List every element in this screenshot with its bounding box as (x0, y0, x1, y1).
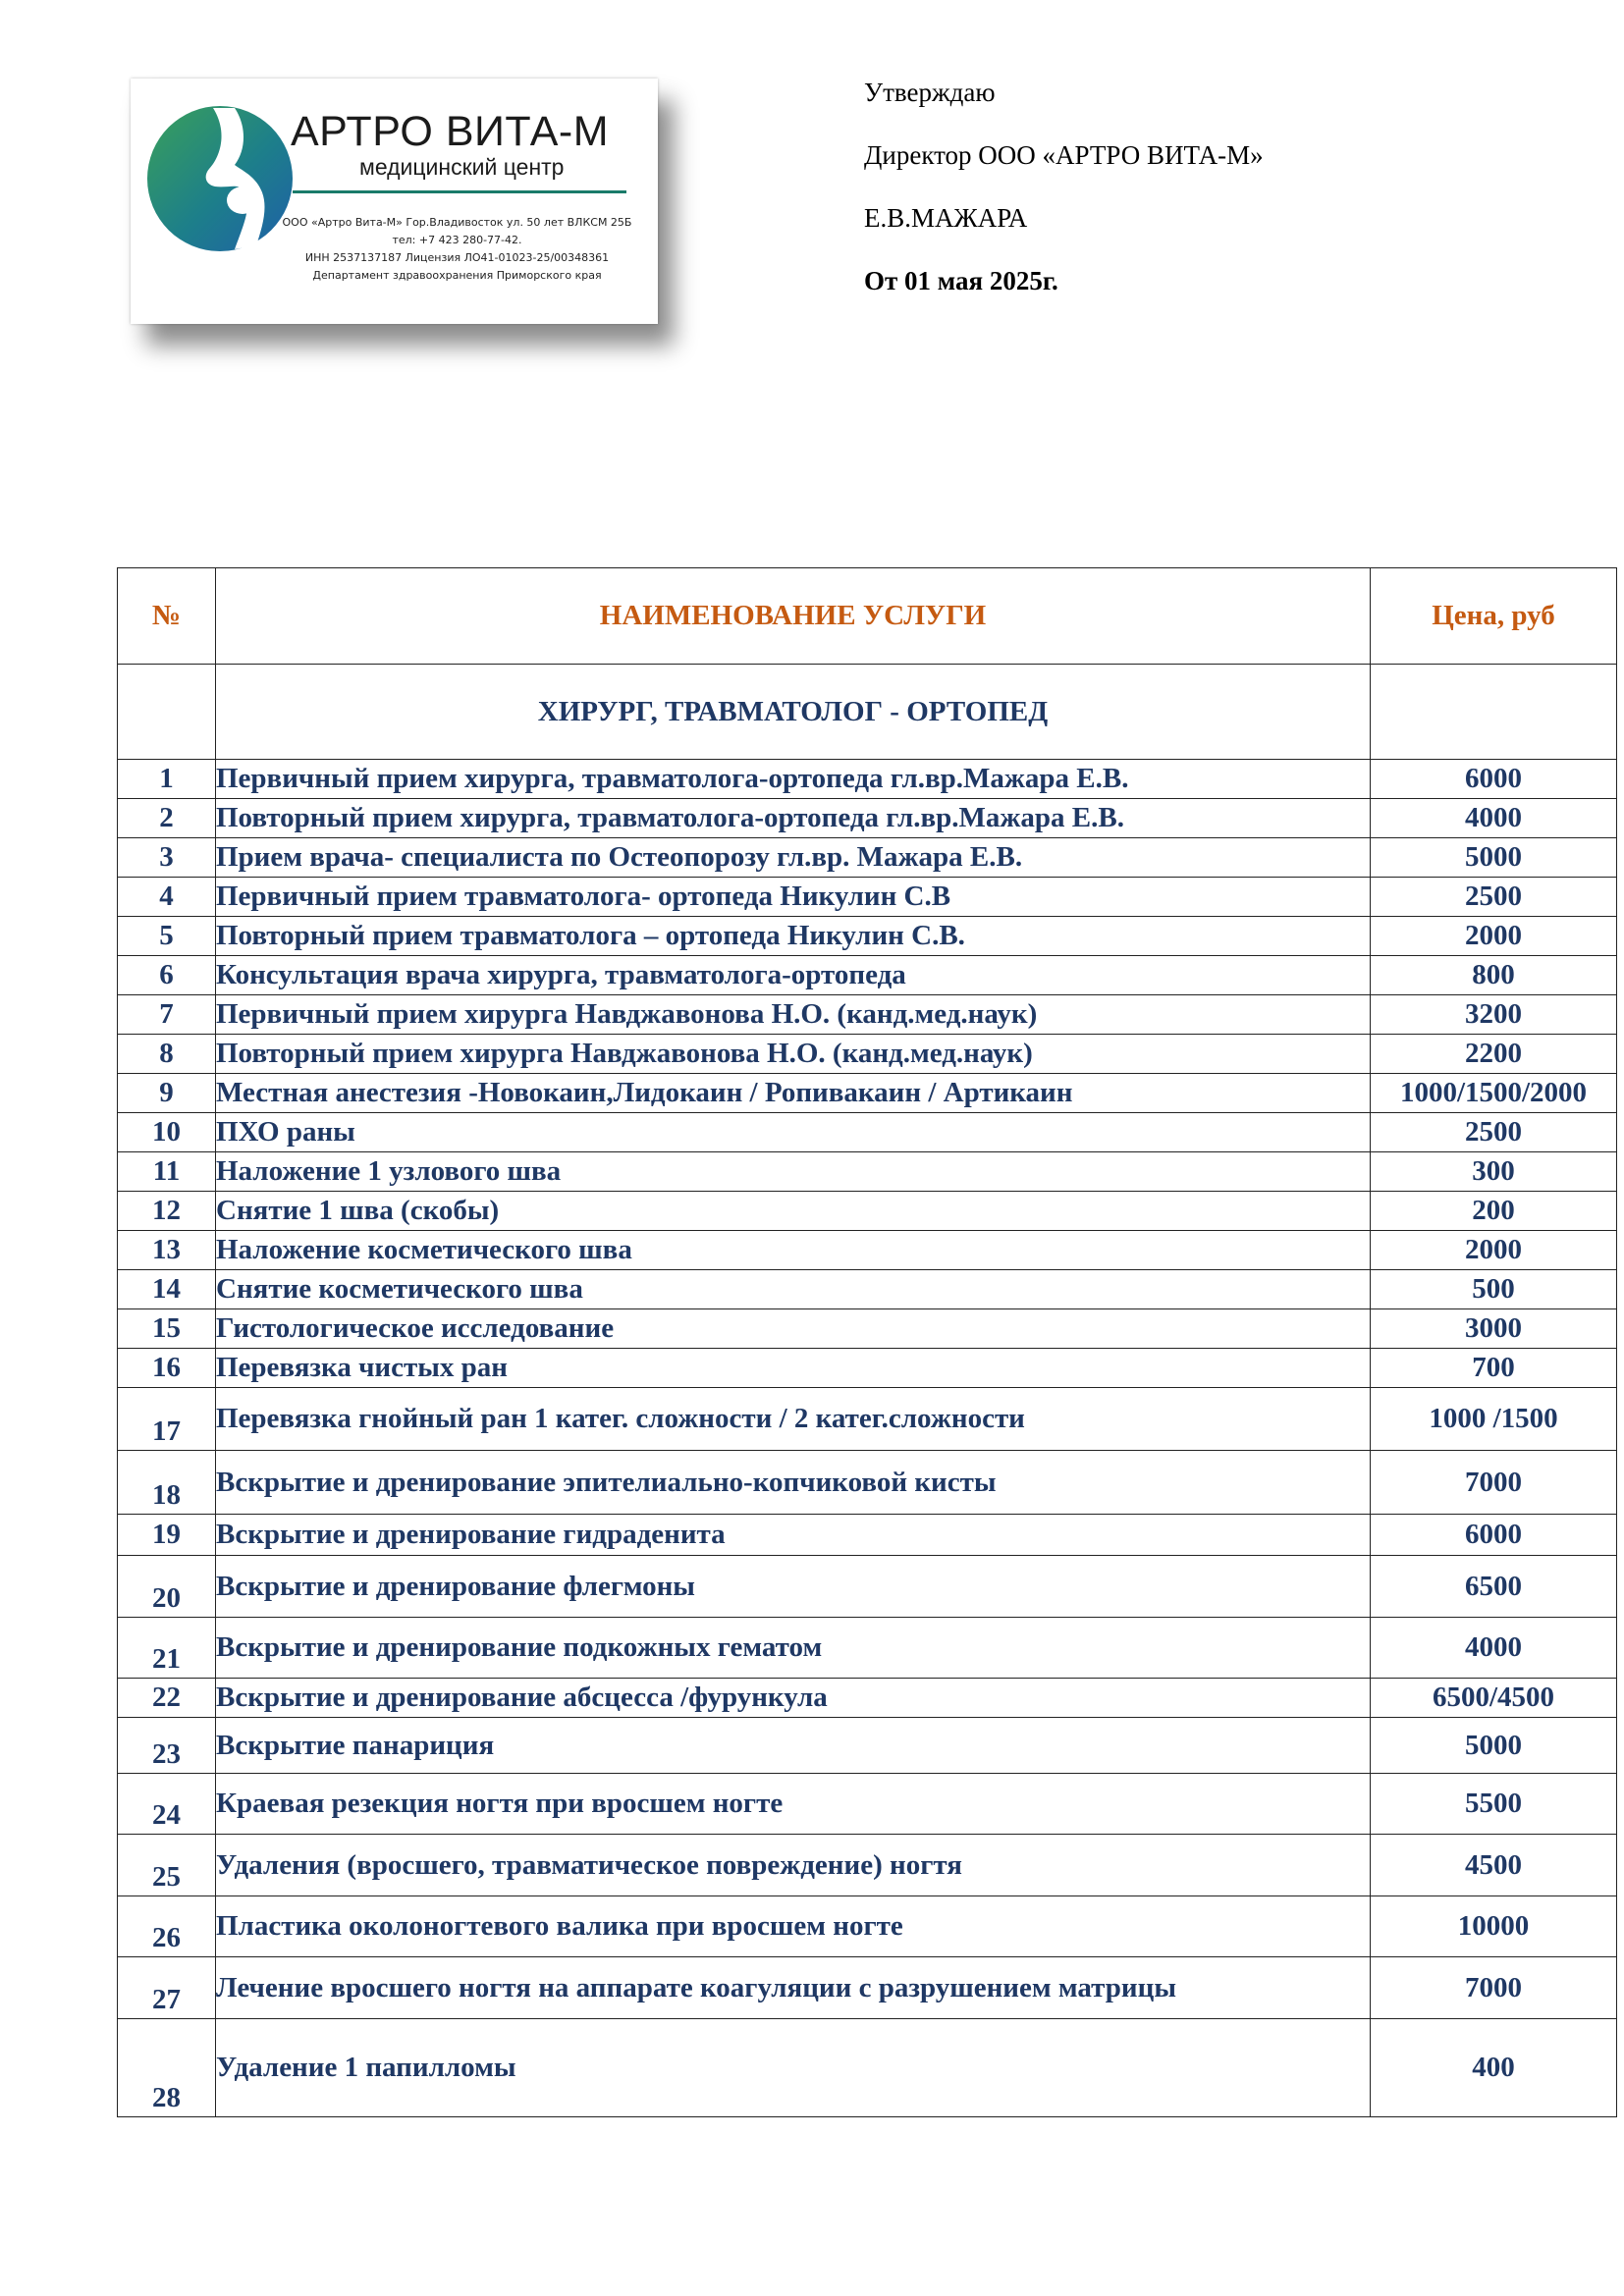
table-row (118, 1718, 1617, 1774)
service-name: Вскрытие и дренирование флегмоны (216, 1556, 1371, 1618)
logo-name: АРТРО ВИТА-М (291, 108, 610, 155)
row-number: 1 (118, 760, 216, 799)
table-row (118, 1349, 1617, 1388)
service-price: 2500 (1371, 878, 1617, 917)
approval-title: Утверждаю (864, 78, 996, 107)
approval-date: От 01 мая 2025г. (864, 266, 1058, 295)
table-row (118, 760, 1617, 799)
service-name: Вскрытие и дренирование гидраденита (216, 1515, 1371, 1556)
service-price: 7000 (1371, 1957, 1617, 2019)
row-number: 17 (118, 1388, 216, 1451)
service-name: Вскрытие панариция (216, 1718, 1371, 1774)
table-row (118, 1515, 1617, 1556)
section-title: ХИРУРГ, ТРАВМАТОЛОГ - ОРТОПЕД (216, 665, 1371, 760)
table-row (118, 1192, 1617, 1231)
service-price: 6000 (1371, 1515, 1617, 1556)
logo-subtitle: медицинский центр (359, 154, 565, 180)
service-name: Повторный прием хирурга, травматолога-ортопеда гл.вр.Мажара Е.В. (216, 799, 1371, 838)
row-number: 26 (118, 1896, 216, 1957)
logo-info-line: ООО «Артро Вита-М» Гор.Владивосток ул. 50 лет ВЛКСМ 25Б (282, 216, 632, 229)
service-price: 4000 (1371, 1618, 1617, 1679)
service-price: 6000 (1371, 760, 1617, 799)
service-price: 700 (1371, 1349, 1617, 1388)
service-name: Краевая резекция ногтя при вросшем ногте (216, 1774, 1371, 1835)
row-number: 12 (118, 1192, 216, 1231)
row-number: 23 (118, 1718, 216, 1774)
service-name: Консультация врача хирурга, травматолога-ортопеда (216, 956, 1371, 995)
service-price: 4500 (1371, 1835, 1617, 1896)
row-number: 10 (118, 1113, 216, 1152)
service-price: 5000 (1371, 1718, 1617, 1774)
row-number: 13 (118, 1231, 216, 1270)
service-price: 2500 (1371, 1113, 1617, 1152)
table-row (118, 1679, 1617, 1718)
table-row (118, 1451, 1617, 1515)
service-price: 2000 (1371, 1231, 1617, 1270)
service-name: Удаление 1 папилломы (216, 2019, 1371, 2117)
service-name: Наложение 1 узлового шва (216, 1152, 1371, 1192)
service-price: 3200 (1371, 995, 1617, 1035)
table-row (118, 1309, 1617, 1349)
section-row (118, 665, 1617, 760)
row-number: 22 (118, 1679, 216, 1718)
service-name: Вскрытие и дренирование абсцесса /фурункула (216, 1679, 1371, 1718)
row-number: 27 (118, 1957, 216, 2019)
table-row (118, 1774, 1617, 1835)
service-price: 4000 (1371, 799, 1617, 838)
row-number: 5 (118, 917, 216, 956)
table-row (118, 2019, 1617, 2117)
logo-info (278, 214, 636, 285)
table-row (118, 1556, 1617, 1618)
service-price: 1000/1500/2000 (1371, 1074, 1617, 1113)
approval-position: Директор ООО «АРТРО ВИТА-М» (864, 140, 1264, 170)
row-number: 14 (118, 1270, 216, 1309)
table-row (118, 1270, 1617, 1309)
table-row (118, 878, 1617, 917)
table-header-row (118, 568, 1617, 665)
service-price: 400 (1371, 2019, 1617, 2117)
service-name: Местная анестезия -Новокаин,Лидокаин / Ропивакаин / Артикаин (216, 1074, 1371, 1113)
clinic-logo (131, 79, 658, 324)
service-name: Удаления (вросшего, травматическое повреждение) ногтя (216, 1835, 1371, 1896)
service-price: 7000 (1371, 1451, 1617, 1515)
table-row (118, 1896, 1617, 1957)
table-row (118, 1388, 1617, 1451)
service-price: 3000 (1371, 1309, 1617, 1349)
table-row (118, 1035, 1617, 1074)
service-name: Первичный прием травматолога- ортопеда Никулин С.В (216, 878, 1371, 917)
service-name: Повторный прием травматолога – ортопеда Никулин С.В. (216, 917, 1371, 956)
service-name: Пластика околоногтевого валика при вросшем ногте (216, 1896, 1371, 1957)
service-price: 300 (1371, 1152, 1617, 1192)
table-row (118, 838, 1617, 878)
row-number: 25 (118, 1835, 216, 1896)
service-price: 6500 (1371, 1556, 1617, 1618)
knee-joint-logo-icon (144, 102, 297, 254)
service-name: Перевязка чистых ран (216, 1349, 1371, 1388)
table-row (118, 1231, 1617, 1270)
table-row (118, 995, 1617, 1035)
service-name: Первичный прием хирурга, травматолога-ортопеда гл.вр.Мажара Е.В. (216, 760, 1371, 799)
row-number: 28 (118, 2019, 216, 2117)
row-number: 7 (118, 995, 216, 1035)
service-price: 10000 (1371, 1896, 1617, 1957)
row-number: 8 (118, 1035, 216, 1074)
row-number: 18 (118, 1451, 216, 1515)
service-name: Повторный прием хирурга Навджавонова Н.О. (канд.мед.наук) (216, 1035, 1371, 1074)
logo-info-line: Департамент здравоохранения Приморского края (312, 269, 602, 282)
table-row (118, 1835, 1617, 1896)
row-number: 24 (118, 1774, 216, 1835)
logo-divider (293, 190, 626, 193)
logo-info-line: тел: +7 423 280-77-42. (392, 234, 522, 246)
service-name: ПХО раны (216, 1113, 1371, 1152)
service-name: Вскрытие и дренирование подкожных гематом (216, 1618, 1371, 1679)
row-number: 6 (118, 956, 216, 995)
row-number: 2 (118, 799, 216, 838)
logo-info-line: ИНН 2537137187 Лицензия ЛО41-01023-25/00348361 (304, 251, 610, 264)
service-price: 1000 /1500 (1371, 1388, 1617, 1451)
section-number-cell (118, 665, 216, 760)
section-price-cell (1371, 665, 1617, 760)
row-number: 20 (118, 1556, 216, 1618)
table-row (118, 1152, 1617, 1192)
table-row (118, 1074, 1617, 1113)
approval-block (864, 61, 1264, 312)
service-name: Наложение косметического шва (216, 1231, 1371, 1270)
row-number: 21 (118, 1618, 216, 1679)
table-row (118, 917, 1617, 956)
table-row (118, 1113, 1617, 1152)
service-price: 500 (1371, 1270, 1617, 1309)
service-name: Вскрытие и дренирование эпителиально-копчиковой кисты (216, 1451, 1371, 1515)
service-name: Перевязка гнойный ран 1 катег. сложности / 2 катег.сложности (216, 1388, 1371, 1451)
service-price: 5500 (1371, 1774, 1617, 1835)
row-number: 9 (118, 1074, 216, 1113)
header-price: Цена, руб (1371, 568, 1617, 665)
table-row (118, 799, 1617, 838)
service-name: Гистологическое исследование (216, 1309, 1371, 1349)
row-number: 15 (118, 1309, 216, 1349)
service-price: 5000 (1371, 838, 1617, 878)
service-name: Первичный прием хирурга Навджавонова Н.О. (канд.мед.наук) (216, 995, 1371, 1035)
row-number: 11 (118, 1152, 216, 1192)
service-name: Снятие косметического шва (216, 1270, 1371, 1309)
service-name: Лечение вросшего ногтя на аппарате коагуляции с разрушением матрицы (216, 1957, 1371, 2019)
table-row (118, 1957, 1617, 2019)
service-name: Снятие 1 шва (скобы) (216, 1192, 1371, 1231)
table-row (118, 956, 1617, 995)
price-table (117, 567, 1617, 2117)
row-number: 4 (118, 878, 216, 917)
approval-signatory: Е.В.МАЖАРА (864, 203, 1028, 233)
table-row (118, 1618, 1617, 1679)
service-price: 200 (1371, 1192, 1617, 1231)
row-number: 3 (118, 838, 216, 878)
header-service-name: НАИМЕНОВАНИЕ УСЛУГИ (216, 568, 1371, 665)
service-name: Прием врача- специалиста по Остеопорозу гл.вр. Мажара Е.В. (216, 838, 1371, 878)
service-price: 6500/4500 (1371, 1679, 1617, 1718)
row-number: 19 (118, 1515, 216, 1556)
row-number: 16 (118, 1349, 216, 1388)
service-price: 2000 (1371, 917, 1617, 956)
service-price: 2200 (1371, 1035, 1617, 1074)
service-price: 800 (1371, 956, 1617, 995)
header-number: № (118, 568, 216, 665)
